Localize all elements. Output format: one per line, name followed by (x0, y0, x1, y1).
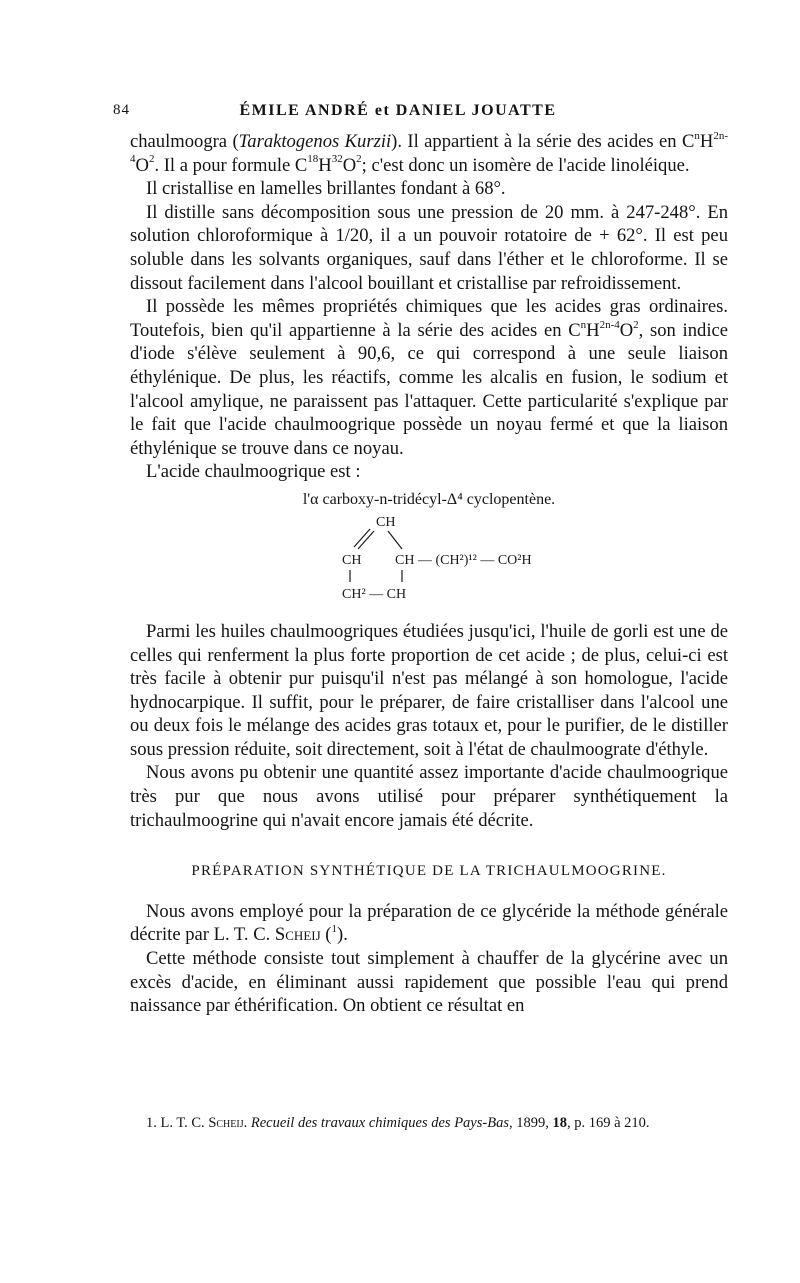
text-run: ). Il appartient à la série des acides en C (391, 131, 695, 152)
bond-line (388, 531, 402, 549)
formula-diagram (130, 488, 728, 612)
text-run: , 1899, (508, 1115, 553, 1131)
formula-name: l'α carboxy-n-tridécyl-Δ⁴ cyclopentène. (302, 490, 556, 508)
body-text (130, 130, 728, 1018)
paragraph-1 (130, 130, 728, 177)
section-heading: PRÉPARATION SYNTHÉTIQUE DE LA TRICHAULMOOGRINE. (191, 863, 667, 880)
paragraph-8 (130, 900, 728, 947)
text-run: , p. 169 à 210. (566, 1115, 650, 1131)
formula-ch-left: CH (342, 552, 362, 568)
paragraph-5: L'acide chaulmoogrique est : (146, 461, 361, 483)
text-run: . Il a pour formule C (154, 154, 308, 176)
journal-title: Recueil des travaux chimiques des Pays-Bas (250, 1115, 509, 1131)
text-run: ; c'est donc un isomère de l'acide linoléique. (361, 154, 690, 176)
paragraph-6: Parmi les huiles chaulmoogriques étudiées jusqu'ici, l'huile de gorli est une de celles qui renferment la plus forte proportion de cet acide ; de plus, celui-ci est très facile à obtenir pur puisqu'il n'est pas mélangé à son homologue, l'acide hydnocarpique. Il suffit, pour le préparer, de faire cristalliser dans l'alcool une ou deux fois le mélange des acides gras totaux et, pour le purifier, de le distiller sous pression réduite, soit directement, soit à l'état de chaulmoograte d'éthyle. (130, 620, 728, 760)
text-run: . (243, 1115, 251, 1131)
page-number: 84 (113, 102, 130, 118)
text-run: Nous avons employé pour la préparation de ce glycéride la méthode générale décrite par L. T. C. (130, 900, 728, 946)
author-name: Scheij (208, 1115, 244, 1131)
formula-ch-right: CH — (CH²)¹² — CO²H (395, 552, 532, 568)
text-run: H (699, 131, 714, 152)
superscript: n (580, 318, 587, 331)
formula-ch-top: CH (376, 514, 396, 530)
text-run: O (135, 154, 149, 176)
text-run: chaulmoogra ( (130, 131, 239, 152)
superscript: 32 (331, 153, 343, 166)
superscript: 2n-4 (599, 318, 620, 331)
running-head: ÉMILE ANDRÉ et DANIEL JOUATTE (239, 102, 557, 119)
text-run: Il possède les mêmes propriétés chimiques que les acides gras ordinaires. Toutefois, bien qu'il appartienne à la série des acides en C (130, 296, 728, 341)
page-header (113, 102, 683, 126)
footnote (130, 1113, 728, 1133)
species-name: Taraktogenos Kurzii (238, 131, 392, 152)
text-run: O (342, 154, 357, 176)
paragraph-4 (130, 295, 728, 460)
footnote-ref[interactable]: 1 (331, 923, 337, 936)
text-run: , son indice d'iode s'élève seulement à 90,6, ce qui correspond à une seule liaison éthylénique. De plus, les réactifs, comme les alcalis en fusion, le sodium et l'alcool amylique, ne paraissent pas l'attaquer. Cette particularité s'explique par le fait que l'acide chaulmoogrique possède un noyau fermé et que la liaison éthylénique se trouve dans ce noyau. (130, 319, 728, 459)
superscript: 2 (633, 318, 639, 331)
text-run: O (619, 319, 634, 341)
paragraph-7: Nous avons pu obtenir une quantité assez importante d'acide chaulmoogrique très pur que nous avons utilisé pour préparer synthétiquement la trichaulmoogrine qui n'avait encore jamais été décrite. (130, 762, 728, 831)
paragraph-3: Il distille sans décomposition sous une pression de 20 mm. à 247-248°. En solution chloroformique à 1/20, il a un pouvoir rotatoire de + 62°. Il est peu soluble dans les solvants organiques, sauf dans l'éther et le chloroforme. Il se dissout facilement dans l'alcool bouillant et cristallise par refroidissement. (130, 201, 728, 294)
text-run: H (586, 319, 600, 341)
chemical-formula (130, 488, 728, 612)
superscript: n (694, 129, 700, 142)
text-run: 1. L. T. C. (146, 1115, 209, 1131)
text-run: ( (320, 924, 332, 946)
author-name: Scheij (274, 924, 321, 946)
paragraph-2: Il cristallise en lamelles brillantes fondant à 68°. (146, 178, 506, 200)
volume-number: 18 (552, 1115, 567, 1131)
formula-ch2-bottom: CH² — CH (342, 586, 407, 602)
text-run: H (318, 154, 332, 176)
text-run: ). (337, 924, 348, 946)
superscript: 2 (356, 153, 362, 166)
superscript: 2 (148, 153, 155, 166)
superscript: 18 (307, 153, 319, 166)
superscript: 2n-4 (130, 129, 728, 166)
paragraph-9: Cette méthode consiste tout simplement à chauffer de la glycérine avec un excès d'acide, en éliminant aussi rapidement que possible l'eau qui prend naissance par éthérification. On obtient ce résultat en (130, 948, 728, 1017)
